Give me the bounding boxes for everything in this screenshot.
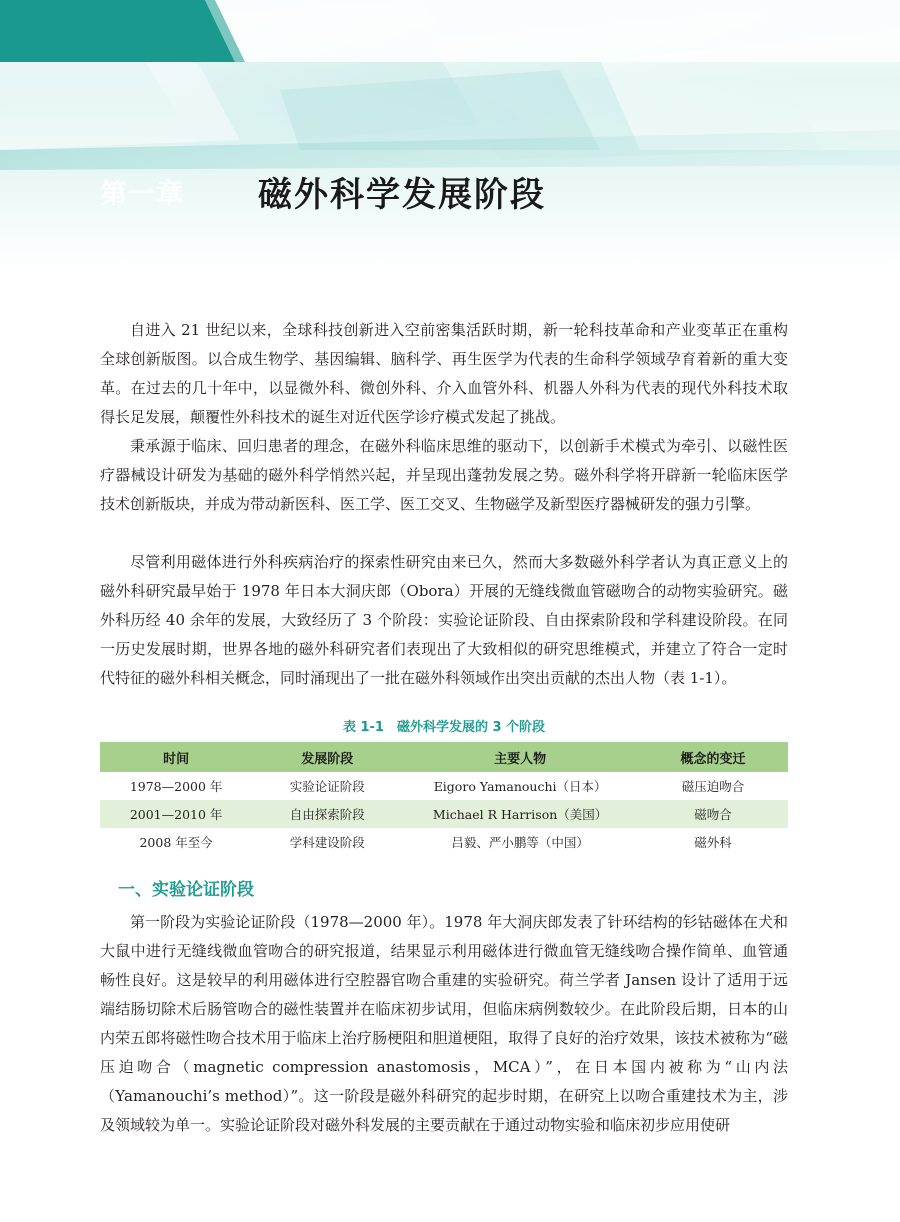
paragraph-history: 尽管利用磁体进行外科疾病治疗的探索性研究由来已久，然而大多数磁外科学者认为真正意义上的磁外科研究最早始于 1978 年日本大洞庆郎（Obora）开展的无缝线微血管磁吻合的动物实验研究。磁外科历经 40 余年的发展，大致经历了 3 个阶段：实验论证阶段、自由探索阶段和学科建设阶段。在同一历史发展时期，世界各地的磁外科研究者们表现出了大致相似的研究思维模式，并建立了符合一定时代特征的磁外科相关概念，同时涌现出了一批在磁外科领域作出突出贡献的杰出人物（表 1-1）。 xyxy=(100,553,788,687)
table-header-row xyxy=(100,742,788,772)
chapter-banner xyxy=(0,0,900,270)
table-header-cell: 发展阶段 xyxy=(252,742,402,772)
section-heading: 一、实验论证阶段 xyxy=(118,880,254,900)
table-header-cell: 主要人物 xyxy=(402,742,638,772)
paragraph-concept: 秉承源于临床、回归患者的理念，在磁外科临床思维的驱动下，以创新手术模式为牵引、以磁性医疗器械设计研发为基础的磁外科学悄然兴起，并呈现出蓬勃发展之势。磁外科学将开辟新一轮临床医学技术创新版块，并成为带动新医科、医工学、医工交叉、生物磁学及新型医疗器械研发的强力引擎。 xyxy=(100,437,788,513)
chapter-title: 磁外科学发展阶段 xyxy=(258,175,546,215)
table-cell: 吕毅、严小鹏等（中国） xyxy=(451,835,589,850)
paragraph-intro: 自进入 21 世纪以来，全球科技创新进入空前密集活跃时期，新一轮科技革命和产业变革正在重构全球创新版图。以合成生物学、基因编辑、脑科学、再生医学为代表的生命科学领域孕育着新的重大变革。在过去的几十年中，以显微外科、微创外科、介入血管外科、机器人外科为代表的现代外科技术取得长足发展，颠覆性外科技术的诞生对近代医学诊疗模式发起了挑战。 xyxy=(100,321,788,426)
stages-table xyxy=(100,742,788,856)
table-cell: Eigoro Yamanouchi（日本） xyxy=(433,779,607,794)
table-cell: 实验论证阶段 xyxy=(289,779,365,794)
chapter-bar xyxy=(0,0,900,62)
paragraph-stage-one: 第一阶段为实验论证阶段（1978—2000 年）。1978 年大洞庆郎发表了针环结构的钐钴磁体在犬和大鼠中进行无缝线微血管吻合的研究报道，结果显示利用磁体进行微血管无缝线吻合操作简单、血管通畅性良好。这是较早的利用磁体进行空腔器官吻合重建的实验研究。荷兰学者 Jansen 设计了适用于远端结肠切除术后肠管吻合的磁性装置并在临床初步试用，但临床病例数较少。在此阶段后期，日本的山内荣五郎将磁性吻合技术用于临床上治疗肠梗阻和胆道梗阻，取得了良好的治疗效果，该技术被称为“磁压迫吻合（magnetic compression anastomosis，MCA）”，在日本国内被称为“山内法（Yamanouchi’s method）”。这一阶段是磁外科研究的起步时期，在研究上以吻合重建技术为主，涉及领域较为单一。实验论证阶段对磁外科发展的主要贡献在于通过动物实验和临床初步应用使研 xyxy=(100,913,788,1134)
table-header-cell: 时间 xyxy=(100,742,252,772)
table-row xyxy=(100,800,788,828)
table-header-cell: 概念的变迁 xyxy=(638,742,788,772)
table-cell: 2008 年至今 xyxy=(139,835,213,850)
table-caption: 表 1-1 磁外科学发展的 3 个阶段 xyxy=(342,720,546,735)
table-row xyxy=(100,772,788,800)
table-cell: 磁压迫吻合 xyxy=(681,779,745,794)
table-cell: 2001—2010 年 xyxy=(100,800,252,828)
chapter-label: 第一章 xyxy=(100,179,184,210)
table-row xyxy=(100,828,788,856)
table-cell: Michael R Harrison（美国） xyxy=(402,800,638,828)
table-cell: 磁吻合 xyxy=(638,800,788,828)
table-cell: 学科建设阶段 xyxy=(289,835,365,850)
table-cell: 1978—2000 年 xyxy=(129,779,223,794)
table-cell: 自由探索阶段 xyxy=(252,800,402,828)
table-cell: 磁外科 xyxy=(694,835,732,850)
